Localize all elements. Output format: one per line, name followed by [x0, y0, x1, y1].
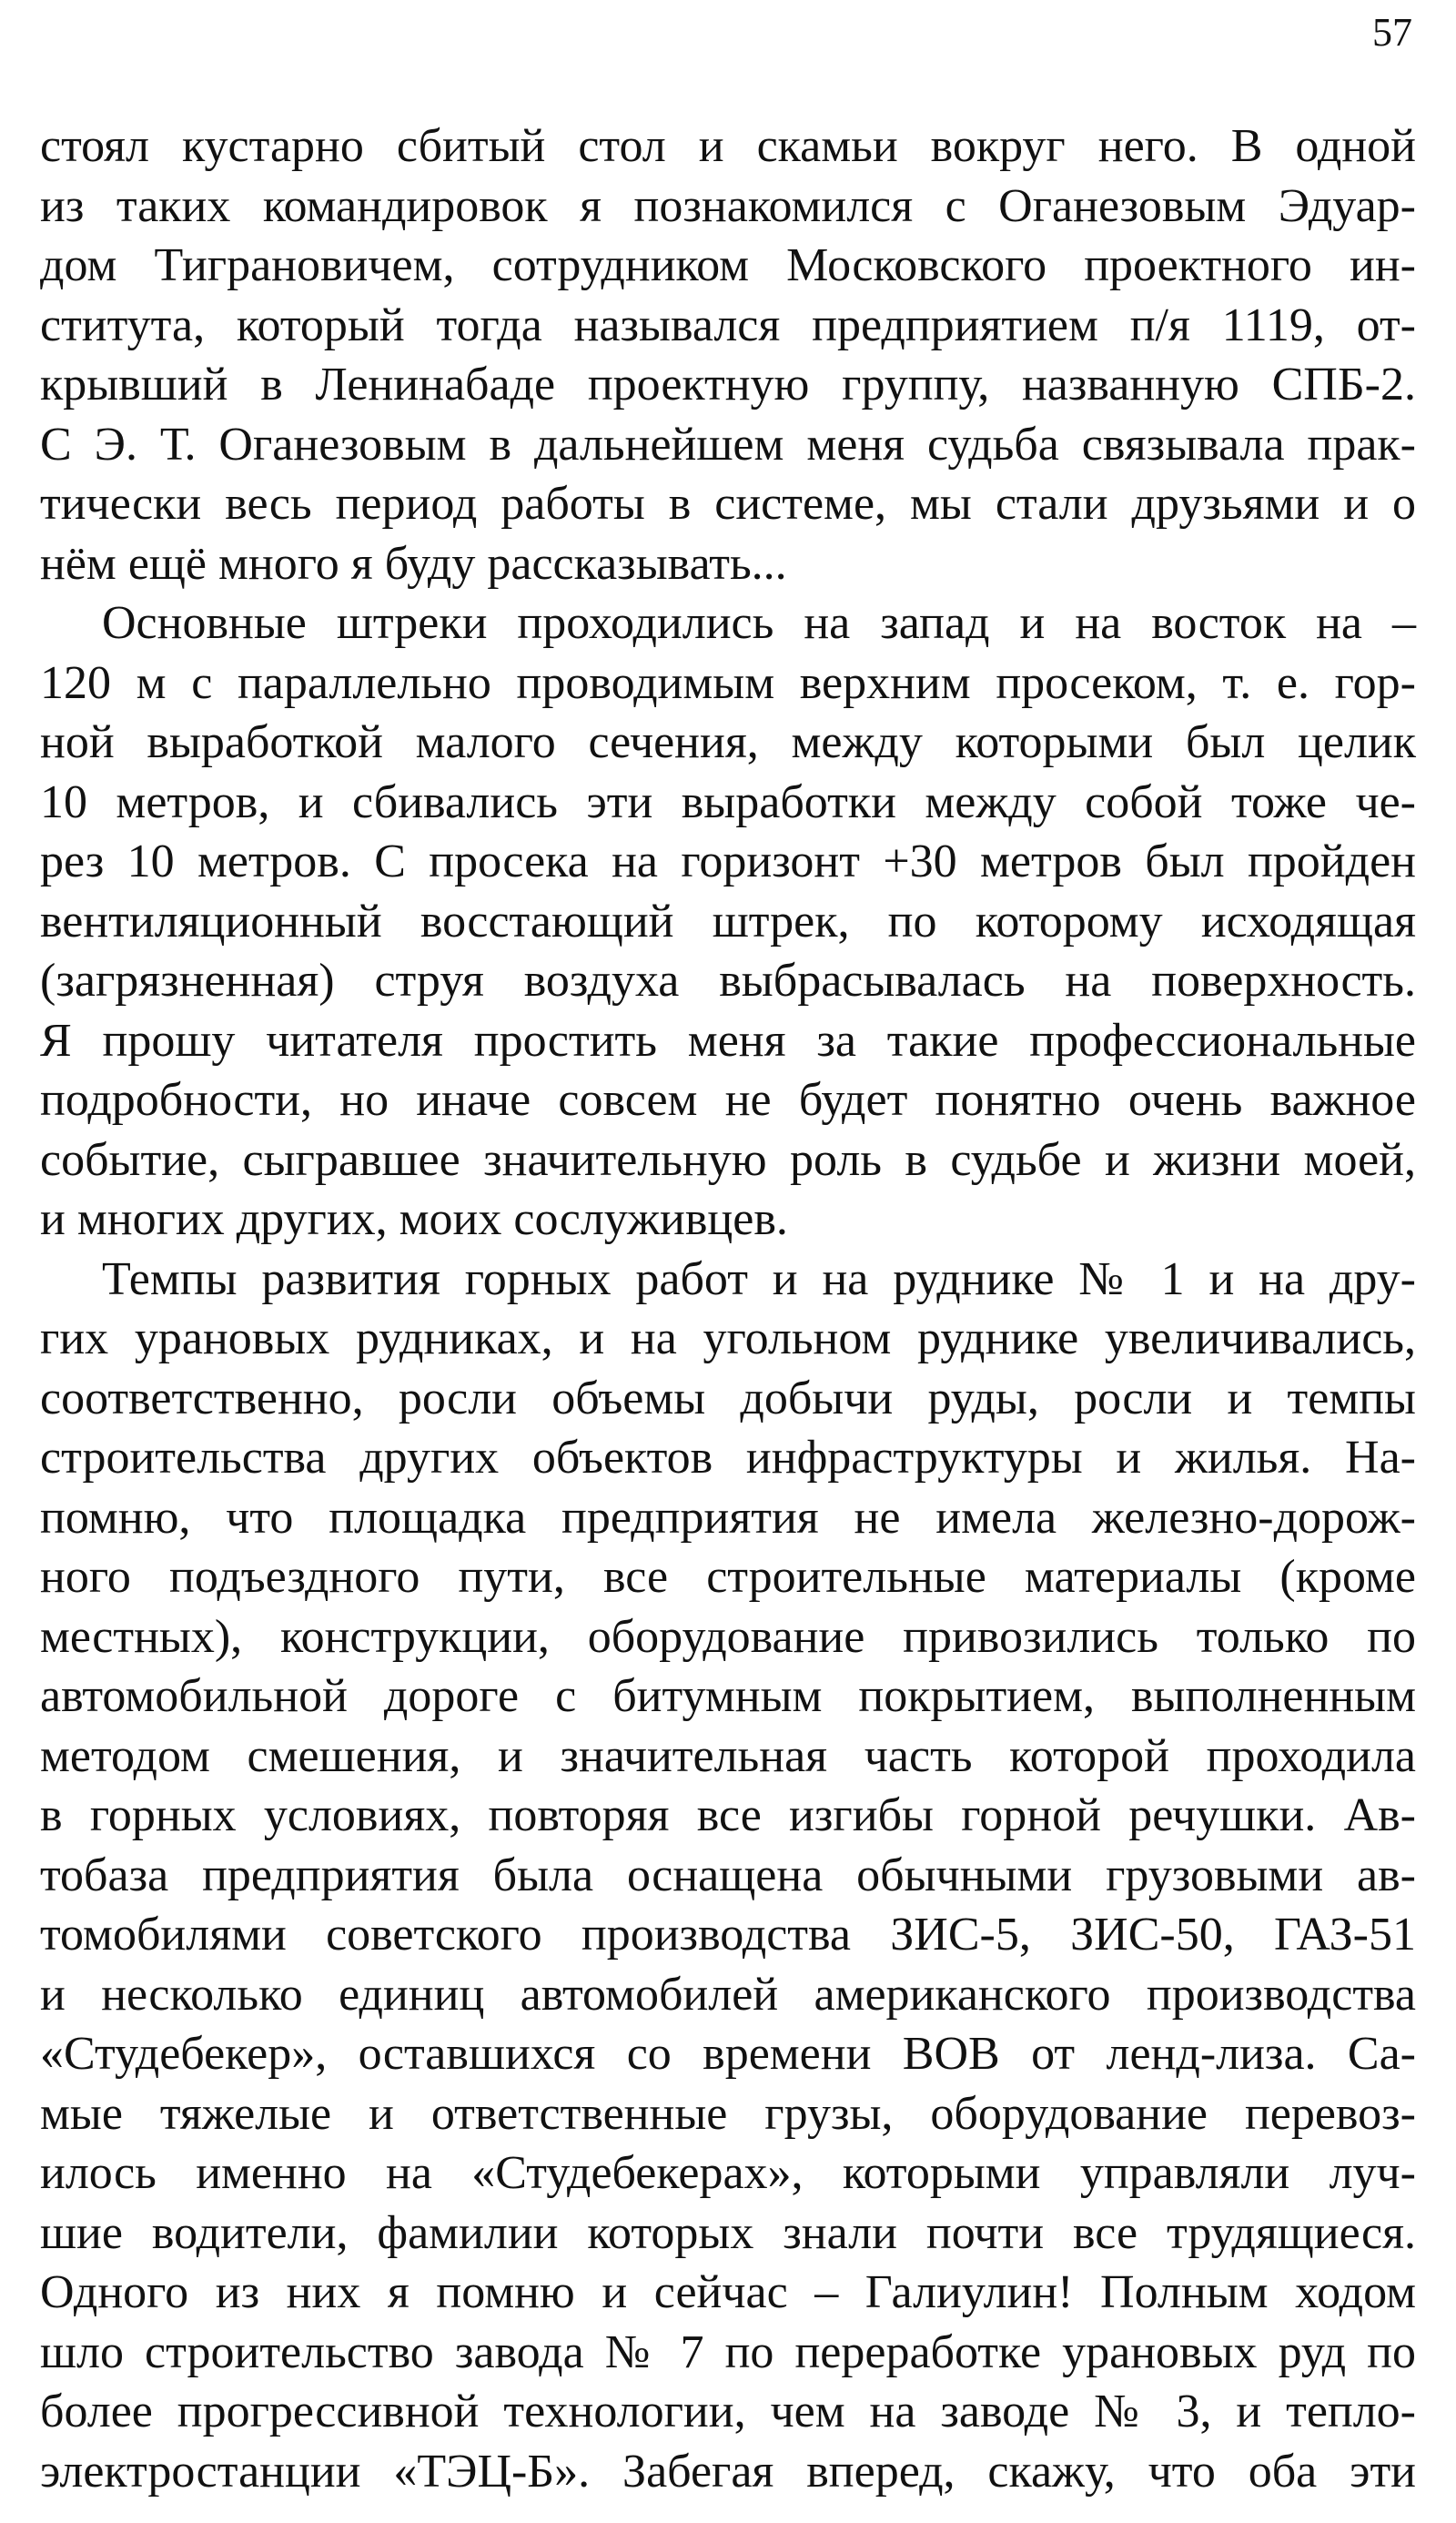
- text-line: строительства других объектов инфраструктуры и жилья. На-: [40, 1432, 1416, 1484]
- body-text: [40, 117, 1416, 2501]
- text-line: гих урановых рудниках, и на угольном руднике увеличивались,: [40, 1312, 1416, 1364]
- paragraph: [40, 593, 1416, 1250]
- text-line: подробности, но иначе совсем не будет понятно очень важное: [40, 1074, 1416, 1126]
- paragraph: [40, 117, 1416, 593]
- text-line: в горных условиях, повторяя все изгибы горной речушки. Ав-: [40, 1789, 1416, 1841]
- text-line: мые тяжелые и ответственные грузы, оборудование перевоз-: [40, 2087, 1416, 2140]
- text-line: томобилями советского производства ЗИС-5, ЗИС-50, ГАЗ-51: [40, 1909, 1416, 1961]
- text-line: илось именно на «Студебекерах», которыми управляли луч-: [40, 2147, 1416, 2199]
- text-line: ститута, который тогда назывался предприятием п/я 1119, от-: [40, 299, 1416, 351]
- text-line: вентиляционный восстающий штрек, по которому исходящая: [40, 895, 1416, 947]
- text-line: нём ещё много я буду рассказывать...: [40, 537, 787, 590]
- text-line: и несколько единиц автомобилей американского производства: [40, 1968, 1416, 2021]
- text-line: крывший в Ленинабаде проектную группу, названную СПБ-2.: [40, 359, 1416, 410]
- text-line: С Э. Т. Оганезовым в дальнейшем меня судьба связывала прак-: [40, 418, 1416, 471]
- text-line: и многих других, моих сослуживцев.: [40, 1193, 788, 1245]
- text-line: методом смешения, и значительная часть которой проходила: [40, 1729, 1416, 1782]
- text-line: (загрязненная) струя воздуха выбрасывалась на поверхность.: [40, 955, 1416, 1007]
- text-line: шло строительство завода № 7 по переработке урановых руд по: [40, 2325, 1416, 2378]
- text-line: более прогрессивной технологии, чем на заводе № 3, и тепло-: [40, 2386, 1416, 2437]
- text-line: событие, сыгравшее значительную роль в судьбе и жизни моей,: [40, 1133, 1416, 1186]
- text-line: местных), конструкции, оборудование привозились только по: [40, 1610, 1416, 1663]
- text-line: Я прошу читателя простить меня за такие профессиональные: [40, 1014, 1416, 1067]
- text-line: ной выработкой малого сечения, между которыми был целик: [40, 716, 1416, 768]
- text-line: стоял кустарно сбитый стол и скамьи вокруг него. В одной: [40, 120, 1416, 172]
- text-line: тически весь период работы в системе, мы стали друзьями и о: [40, 478, 1416, 530]
- text-line: Одного из них я помню и сейчас – Галиулин! Полным ходом: [40, 2266, 1416, 2318]
- page-number: 57: [1372, 10, 1412, 55]
- text-line: дом Тиграновичем, сотрудником Московского проектного ин-: [40, 239, 1416, 291]
- text-line: из таких командировок я познакомился с Оганезовым Эдуар-: [40, 179, 1416, 232]
- text-line: 10 метров, и сбивались эти выработки между собой тоже че-: [40, 775, 1416, 828]
- text-line: электростанции «ТЭЦ-Б». Забегая вперед, скажу, что оба эти: [40, 2445, 1416, 2498]
- text-line: помню, что площадка предприятия не имела железно-дорож-: [40, 1491, 1416, 1544]
- text-line: Основные штреки проходились на запад и на восток на –: [102, 597, 1416, 649]
- text-line: ного подъездного пути, все строительные материалы (кроме: [40, 1551, 1416, 1603]
- text-line: автомобильной дороге с битумным покрытием, выполненным: [40, 1670, 1416, 1722]
- text-line: шие водители, фамилии которых знали почти все трудящиеся.: [40, 2206, 1416, 2259]
- paragraph: [40, 1250, 1416, 2502]
- text-line: рез 10 метров. С просека на горизонт +30 метров был пройден: [40, 836, 1416, 887]
- text-line: 120 м с параллельно проводимым верхним просеком, т. е. гор-: [40, 656, 1416, 709]
- text-line: «Студебекер», оставшихся со времени ВОВ от ленд-лиза. Са-: [40, 2028, 1416, 2080]
- text-line: Темпы развития горных работ и на руднике № 1 и на дру-: [102, 1252, 1416, 1305]
- text-line: тобаза предприятия была оснащена обычными грузовыми ав-: [40, 1849, 1416, 1901]
- text-line: соответственно, росли объемы добычи руды, росли и темпы: [40, 1372, 1416, 1424]
